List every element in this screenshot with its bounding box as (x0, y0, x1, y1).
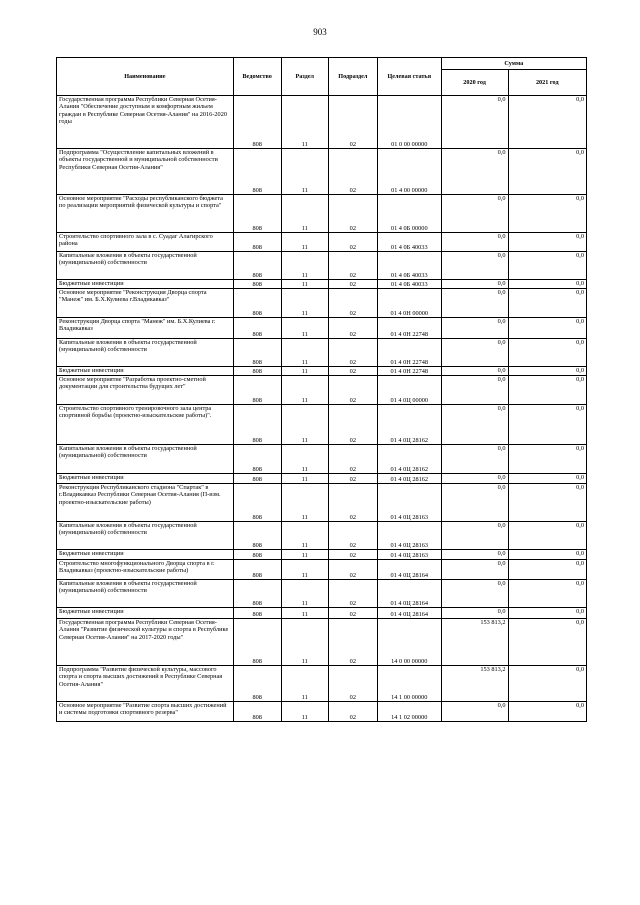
row-razdel: 11 (281, 666, 328, 702)
row-vedomstvo: 808 (233, 149, 281, 195)
page-number: 903 (313, 27, 327, 37)
row-celevaya-statya: 14 1 00 00000 (377, 666, 441, 702)
table-row (57, 376, 587, 405)
table-row (57, 149, 587, 195)
row-vedomstvo: 808 (233, 318, 281, 339)
row-vedomstvo: 808 (233, 619, 281, 666)
table-row (57, 289, 587, 318)
row-name: Государственная программа Республики Северная Осетия-Алания "Развитие физической культуры и спорта в Республике Северная Осетия-Алания" на 2017-2020 годы" (57, 619, 234, 666)
row-celevaya-statya: 01 4 0Ц 28162 (377, 474, 441, 484)
row-sum-2020: 0,0 (441, 318, 508, 339)
row-sum-2020: 0,0 (441, 484, 508, 522)
row-podrazdel: 02 (328, 96, 377, 149)
header-celevaya-statya: Целевая статья (377, 58, 441, 96)
table-body (57, 96, 587, 722)
row-name: Бюджетные инвестиции (57, 280, 234, 289)
row-name: Подпрограмма "Осуществление капитальных вложений в объекты государственной и муниципальной собственности Республики Северная Осетия-Алания" (57, 149, 234, 195)
row-name: Бюджетные инвестиции (57, 474, 234, 484)
row-vedomstvo: 808 (233, 560, 281, 580)
row-name: Капитальные вложения в объекты государственной (муниципальной) собственности (57, 339, 234, 367)
row-vedomstvo: 808 (233, 195, 281, 233)
table-row (57, 580, 587, 608)
row-sum-2021: 0,0 (508, 252, 586, 280)
row-celevaya-statya: 01 4 0Ц 28162 (377, 445, 441, 474)
row-razdel: 11 (281, 339, 328, 367)
row-sum-2020: 0,0 (441, 405, 508, 445)
row-sum-2021: 0,0 (508, 560, 586, 580)
row-sum-2020: 0,0 (441, 252, 508, 280)
row-podrazdel: 02 (328, 666, 377, 702)
row-sum-2020: 0,0 (441, 550, 508, 560)
header-razdel: Раздел (281, 58, 328, 96)
row-name: Строительство спортивного зала в с. Суадаг Алагирского района (57, 233, 234, 252)
row-sum-2020: 0,0 (441, 608, 508, 619)
row-sum-2020: 0,0 (441, 522, 508, 550)
row-sum-2021: 0,0 (508, 484, 586, 522)
row-podrazdel: 02 (328, 580, 377, 608)
table-row (57, 550, 587, 560)
table-row (57, 474, 587, 484)
header-name: Наименование (57, 58, 234, 96)
row-vedomstvo: 808 (233, 474, 281, 484)
row-podrazdel: 02 (328, 550, 377, 560)
row-podrazdel: 02 (328, 522, 377, 550)
row-celevaya-statya: 01 0 00 00000 (377, 96, 441, 149)
table-row (57, 280, 587, 289)
row-sum-2020: 0,0 (441, 96, 508, 149)
table-row (57, 96, 587, 149)
row-vedomstvo: 808 (233, 550, 281, 560)
budget-table (56, 57, 587, 722)
row-sum-2021: 0,0 (508, 522, 586, 550)
header-vedomstvo: Ведомство (233, 58, 281, 96)
row-celevaya-statya: 01 4 0Н 22748 (377, 318, 441, 339)
row-razdel: 11 (281, 318, 328, 339)
row-sum-2021: 0,0 (508, 289, 586, 318)
row-sum-2020: 0,0 (441, 376, 508, 405)
row-podrazdel: 02 (328, 560, 377, 580)
row-vedomstvo: 808 (233, 405, 281, 445)
row-podrazdel: 02 (328, 339, 377, 367)
row-razdel: 11 (281, 96, 328, 149)
row-name: Основное мероприятие "Реконструкция Дворца спорта "Манеж" им. Б.Х.Кулиева г.Владикавказ" (57, 289, 234, 318)
row-sum-2020: 0,0 (441, 702, 508, 722)
row-name: Капитальные вложения в объекты государственной (муниципальной) собственности (57, 252, 234, 280)
row-razdel: 11 (281, 474, 328, 484)
table-row (57, 405, 587, 445)
table-row (57, 560, 587, 580)
row-vedomstvo: 808 (233, 522, 281, 550)
row-vedomstvo: 808 (233, 580, 281, 608)
row-celevaya-statya: 01 4 00 00000 (377, 149, 441, 195)
row-sum-2021: 0,0 (508, 702, 586, 722)
row-podrazdel: 02 (328, 702, 377, 722)
row-podrazdel: 02 (328, 280, 377, 289)
row-name: Основное мероприятие "Развитие спорта высших достижений и системы подготовки спортивного резерва" (57, 702, 234, 722)
row-sum-2021: 0,0 (508, 367, 586, 376)
row-razdel: 11 (281, 619, 328, 666)
row-vedomstvo: 808 (233, 666, 281, 702)
row-name: Капитальные вложения в объекты государственной (муниципальной) собственности (57, 445, 234, 474)
row-celevaya-statya: 01 4 0Н 00000 (377, 289, 441, 318)
row-sum-2021: 0,0 (508, 666, 586, 702)
table-row (57, 195, 587, 233)
header-year-2021: 2021 год (508, 70, 586, 96)
row-sum-2020: 153 813,2 (441, 619, 508, 666)
row-razdel: 11 (281, 367, 328, 376)
row-razdel: 11 (281, 376, 328, 405)
row-celevaya-statya: 14 0 00 00000 (377, 619, 441, 666)
table-row (57, 484, 587, 522)
row-sum-2020: 0,0 (441, 560, 508, 580)
row-sum-2021: 0,0 (508, 339, 586, 367)
row-podrazdel: 02 (328, 233, 377, 252)
row-celevaya-statya: 01 4 0Ц 28163 (377, 522, 441, 550)
row-sum-2021: 0,0 (508, 608, 586, 619)
row-name: Основное мероприятие "Разработка проектно-сметной документации для строительства будущих лет" (57, 376, 234, 405)
row-podrazdel: 02 (328, 619, 377, 666)
row-vedomstvo: 808 (233, 367, 281, 376)
row-razdel: 11 (281, 149, 328, 195)
row-sum-2021: 0,0 (508, 280, 586, 289)
table-header (57, 58, 587, 96)
row-name: Строительство многофункционального Дворца спорта в г. Владикавказ (проектно-изыскательские работы) (57, 560, 234, 580)
row-sum-2021: 0,0 (508, 405, 586, 445)
row-vedomstvo: 808 (233, 702, 281, 722)
row-razdel: 11 (281, 580, 328, 608)
table-row (57, 522, 587, 550)
row-name: Реконструкция Дворца спорта "Манеж" им. Б.Х.Кулиева г. Владикавказ (57, 318, 234, 339)
row-vedomstvo: 808 (233, 608, 281, 619)
header-podrazdel: Подраздел (328, 58, 377, 96)
row-celevaya-statya: 01 4 0Ц 28164 (377, 580, 441, 608)
row-sum-2020: 0,0 (441, 195, 508, 233)
row-razdel: 11 (281, 550, 328, 560)
row-razdel: 11 (281, 233, 328, 252)
row-razdel: 11 (281, 445, 328, 474)
row-razdel: 11 (281, 405, 328, 445)
row-razdel: 11 (281, 280, 328, 289)
row-sum-2020: 0,0 (441, 339, 508, 367)
table-row (57, 367, 587, 376)
row-celevaya-statya: 01 4 0Н 22748 (377, 367, 441, 376)
row-name: Государственная программа Республики Северная Осетия-Алания "Обеспечение доступным и комфортным жильем граждан в Республике Северная Осетия-Алания" на 2016-2020 годы (57, 96, 234, 149)
table-row (57, 608, 587, 619)
row-vedomstvo: 808 (233, 289, 281, 318)
row-vedomstvo: 808 (233, 233, 281, 252)
row-razdel: 11 (281, 702, 328, 722)
row-razdel: 11 (281, 252, 328, 280)
table-row (57, 252, 587, 280)
row-celevaya-statya: 01 4 0Ц 28164 (377, 608, 441, 619)
row-celevaya-statya: 01 4 0Б 40033 (377, 252, 441, 280)
row-celevaya-statya: 01 4 0Ц 28163 (377, 550, 441, 560)
row-name: Бюджетные инвестиции (57, 550, 234, 560)
row-podrazdel: 02 (328, 149, 377, 195)
row-razdel: 11 (281, 560, 328, 580)
row-celevaya-statya: 01 4 0Б 00000 (377, 195, 441, 233)
row-podrazdel: 02 (328, 484, 377, 522)
row-sum-2021: 0,0 (508, 445, 586, 474)
row-sum-2021: 0,0 (508, 318, 586, 339)
row-podrazdel: 02 (328, 289, 377, 318)
row-vedomstvo: 808 (233, 280, 281, 289)
row-razdel: 11 (281, 484, 328, 522)
row-name: Основное мероприятие "Расходы республиканского бюджета по реализации мероприятий физической культуры и спорта" (57, 195, 234, 233)
table-row (57, 233, 587, 252)
table-row (57, 445, 587, 474)
row-vedomstvo: 808 (233, 96, 281, 149)
header-summa: Сумма (441, 58, 586, 70)
row-name: Капитальные вложения в объекты государственной (муниципальной) собственности (57, 580, 234, 608)
row-podrazdel: 02 (328, 252, 377, 280)
row-celevaya-statya: 01 4 0Ц 28163 (377, 484, 441, 522)
row-razdel: 11 (281, 289, 328, 318)
row-sum-2020: 0,0 (441, 445, 508, 474)
row-sum-2021: 0,0 (508, 96, 586, 149)
row-podrazdel: 02 (328, 445, 377, 474)
row-sum-2021: 0,0 (508, 376, 586, 405)
table-row (57, 666, 587, 702)
row-sum-2021: 0,0 (508, 550, 586, 560)
row-vedomstvo: 808 (233, 376, 281, 405)
table-row (57, 702, 587, 722)
row-celevaya-statya: 01 4 0Б 40033 (377, 280, 441, 289)
row-sum-2020: 0,0 (441, 474, 508, 484)
row-sum-2020: 153 813,2 (441, 666, 508, 702)
row-podrazdel: 02 (328, 367, 377, 376)
header-year-2020: 2020 год (441, 70, 508, 96)
row-razdel: 11 (281, 608, 328, 619)
row-celevaya-statya: 14 1 02 00000 (377, 702, 441, 722)
row-sum-2020: 0,0 (441, 580, 508, 608)
row-name: Подпрограмма "Развитие физической культуры, массового спорта и спорта высших достижений в Республике Северная Осетия-Алания" (57, 666, 234, 702)
table-row (57, 619, 587, 666)
row-podrazdel: 02 (328, 376, 377, 405)
row-sum-2020: 0,0 (441, 289, 508, 318)
row-podrazdel: 02 (328, 318, 377, 339)
row-sum-2020: 0,0 (441, 367, 508, 376)
row-sum-2021: 0,0 (508, 149, 586, 195)
row-sum-2021: 0,0 (508, 580, 586, 608)
row-podrazdel: 02 (328, 405, 377, 445)
row-vedomstvo: 808 (233, 252, 281, 280)
row-sum-2020: 0,0 (441, 233, 508, 252)
row-name: Строительство спортивного тренировочного зала центра спортивной борьбы (проектно-изыскательские работы)". (57, 405, 234, 445)
row-sum-2020: 0,0 (441, 149, 508, 195)
row-podrazdel: 02 (328, 608, 377, 619)
table-row (57, 339, 587, 367)
row-podrazdel: 02 (328, 474, 377, 484)
row-sum-2021: 0,0 (508, 474, 586, 484)
row-celevaya-statya: 01 4 0Ц 28164 (377, 560, 441, 580)
row-vedomstvo: 808 (233, 339, 281, 367)
row-celevaya-statya: 01 4 0Б 40033 (377, 233, 441, 252)
row-name: Бюджетные инвестиции (57, 608, 234, 619)
row-celevaya-statya: 01 4 0Н 22748 (377, 339, 441, 367)
row-name: Реконструкция Республиканского стадиона "Спартак" в г.Владикавказ Республики Северная Осетия-Алания (П-изм. проектно-изыскательские работы) (57, 484, 234, 522)
row-name: Бюджетные инвестиции (57, 367, 234, 376)
row-sum-2021: 0,0 (508, 195, 586, 233)
row-razdel: 11 (281, 195, 328, 233)
row-sum-2020: 0,0 (441, 280, 508, 289)
row-razdel: 11 (281, 522, 328, 550)
row-sum-2021: 0,0 (508, 233, 586, 252)
table-row (57, 318, 587, 339)
row-name: Капитальные вложения в объекты государственной (муниципальной) собственности (57, 522, 234, 550)
row-vedomstvo: 808 (233, 445, 281, 474)
row-vedomstvo: 808 (233, 484, 281, 522)
row-celevaya-statya: 01 4 0Ц 00000 (377, 376, 441, 405)
row-celevaya-statya: 01 4 0Ц 28162 (377, 405, 441, 445)
row-podrazdel: 02 (328, 195, 377, 233)
row-sum-2021: 0,0 (508, 619, 586, 666)
